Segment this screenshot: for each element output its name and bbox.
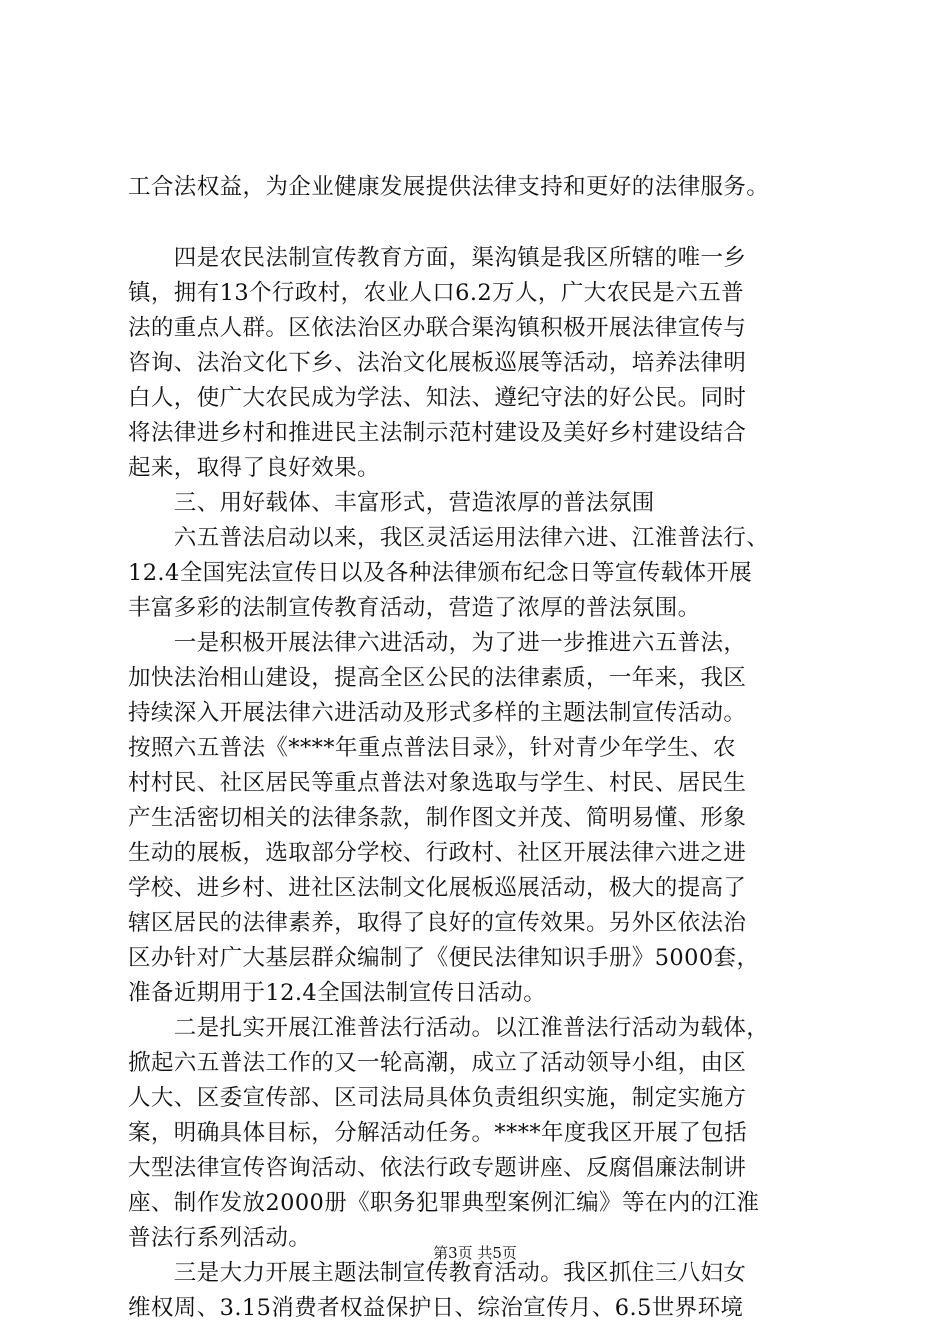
text-line: 白人，使广大农民成为学法、知法、遵纪守法的好公民。同时 [128,385,747,411]
document-body [128,170,838,1326]
text-line: 一是积极开展法律六进活动，为了进一步推进六五普法， [128,630,747,656]
text-line: 将法律进乡村和推进民主法制示范村建设及美好乡村建设结合 [128,420,747,446]
text-line: 工合法权益，为企业健康发展提供法律支持和更好的法律服务。 [128,174,770,200]
text-line: 六五普法启动以来，我区灵活运用法律六进、江淮普法行、 [128,525,770,551]
text-line: 大型法律宣传咨询活动、依法行政专题讲座、反腐倡廉法制讲 [128,1155,747,1181]
text-line: 人大、区委宣传部、区司法局具体负责组织实施，制定实施方 [128,1085,747,1111]
text-line: 普法行系列活动。 [128,1225,312,1251]
page-number-footer: 第3页 共5页 [433,1244,517,1262]
text-line: 丰富多彩的法制宣传教育活动，营造了浓厚的普法氛围。 [128,595,701,621]
text-line: 座、制作发放2000册《职务犯罪典型案例汇编》等在内的江淮 [128,1190,760,1216]
text-line: 法的重点人群。区依法治区办联合渠沟镇积极开展法律宣传与 [128,315,747,341]
text-line: 三是大力开展主题法制宣传教育活动。我区抓住三八妇女 [128,1260,747,1286]
text-line: 辖区居民的法律素养，取得了良好的宣传效果。另外区依法治 [128,910,747,936]
text-line: 加快法治相山建设，提高全区公民的法律素质，一年来，我区 [128,665,747,691]
text-line: 镇，拥有13个行政村，农业人口6.2万人，广大农民是六五普 [128,280,745,306]
paragraph-gap [128,205,838,241]
text-line: 咨询、法治文化下乡、法治文化展板巡展等活动，培养法律明 [128,350,747,376]
text-line: 持续深入开展法律六进活动及形式多样的主题法制宣传活动。 [128,700,747,726]
text-line: 生动的展板，选取部分学校、行政村、社区开展法律六进之进 [128,840,747,866]
text-line: 按照六五普法《****年重点普法目录》，针对青少年学生、农 [128,735,736,761]
text-line: 起来，取得了良好效果。 [128,455,380,481]
text-line: 学校、进乡村、进社区法制文化展板巡展活动，极大的提高了 [128,875,747,901]
text-line: 产生活密切相关的法律条款，制作图文并茂、简明易懂、形象 [128,805,747,831]
section-heading: 三、用好载体、丰富形式，营造浓厚的普法氛围 [128,490,655,516]
text-line: 二是扎实开展江淮普法行活动。以江淮普法行活动为载体， [128,1015,770,1041]
text-line: 案，明确具体目标，分解活动任务。****年度我区开展了包括 [128,1120,748,1146]
text-line: 准备近期用于12.4全国法制宣传日活动。 [128,980,547,1006]
text-line: 维权周、3.15消费者权益保护日、综治宣传月、6.5世界环境 [128,1295,744,1321]
text-line: 区办针对广大基层群众编制了《便民法律知识手册》5000套， [128,945,760,971]
text-line: 掀起六五普法工作的又一轮高潮，成立了活动领导小组，由区 [128,1050,747,1076]
text-line: 四是农民法制宣传教育方面，渠沟镇是我区所辖的唯一乡 [128,245,747,271]
text-line: 村村民、社区居民等重点普法对象选取与学生、村民、居民生 [128,770,747,796]
text-line: 12.4全国宪法宣传日以及各种法律颁布纪念日等宣传载体开展 [128,560,753,586]
